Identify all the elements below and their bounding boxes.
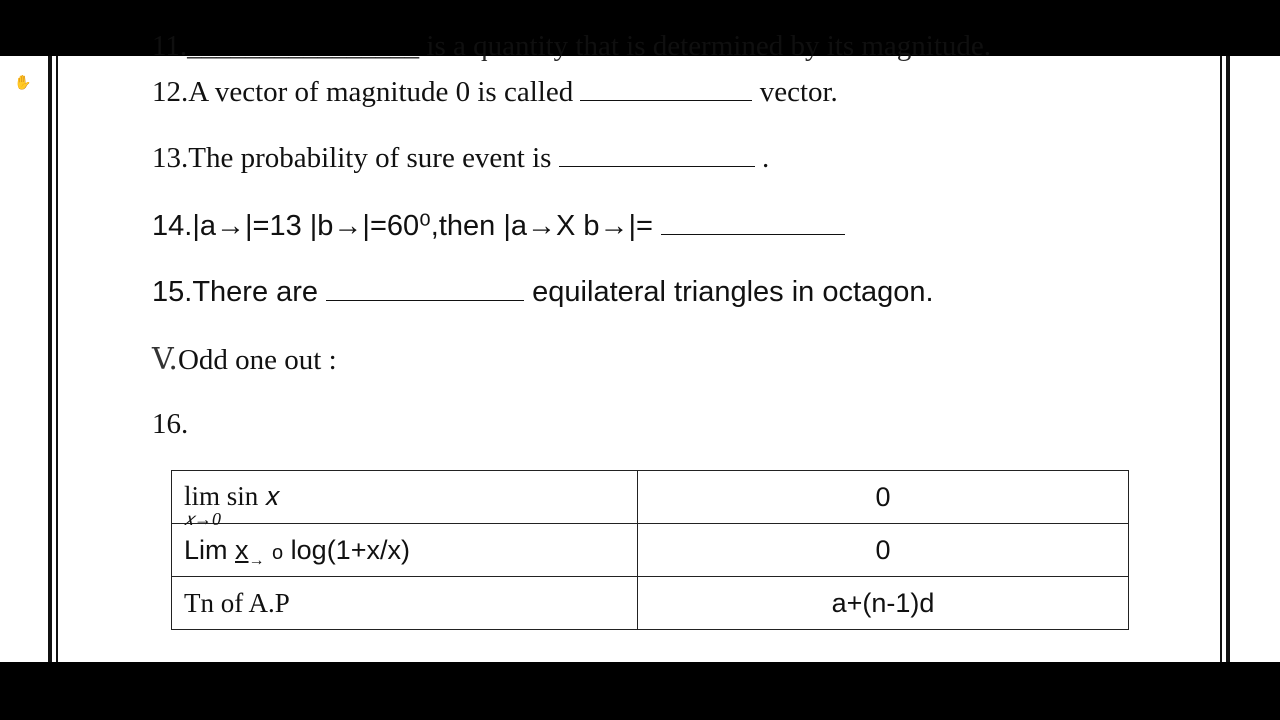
table-row [172, 471, 1129, 524]
question-16-label: 16. [152, 408, 189, 440]
question-13 [152, 142, 769, 175]
table-cell: Tn of A.P [172, 577, 638, 630]
answer-blank-12[interactable] [580, 76, 752, 101]
table-cell [172, 524, 638, 577]
question-14-text: 14.|a→|=13 |b→|=60⁰,then |a→X b→|= [152, 210, 653, 242]
section-title: Odd one out : [177, 344, 337, 376]
question-14 [152, 208, 845, 243]
page-edge-right [1218, 56, 1230, 662]
question-15 [152, 276, 934, 309]
question-13-suffix: . [761, 142, 770, 174]
limit-main: lim sin 𝑥 [184, 481, 281, 511]
document-page [60, 30, 1218, 662]
arrow-icon: → [248, 551, 265, 569]
limit-word: Lim [184, 534, 236, 565]
section-number: V. [152, 342, 178, 377]
table-cell: 0 [638, 524, 1129, 577]
left-margin [0, 56, 48, 662]
table-cell: 0 [638, 471, 1129, 524]
table-row [172, 524, 1129, 577]
limit-function: log(1+x/x) [283, 534, 410, 565]
bottom-letterbox [0, 662, 1280, 720]
answer-blank-14[interactable] [661, 210, 845, 235]
section-heading [152, 342, 337, 377]
question-12 [152, 76, 838, 109]
question-11-partial: 11.________________ is a quantity that is determined by its magnitude. [152, 30, 992, 62]
answer-blank-13[interactable] [559, 142, 755, 167]
odd-one-out-table [171, 470, 1129, 630]
table-cell: a+(n-1)d [638, 577, 1129, 630]
limit-expression [184, 481, 281, 529]
question-15-text: 15.There are [152, 276, 327, 308]
table-cell [172, 471, 638, 529]
hand-cursor-icon: ✋ [14, 74, 32, 90]
table-row [172, 577, 1129, 630]
limit-subscript: 𝑥→0 [184, 509, 222, 529]
answer-blank-15[interactable] [326, 276, 524, 301]
question-15-suffix: equilateral triangles in octagon. [532, 276, 934, 308]
question-12-text: 12.A vector of magnitude 0 is called [152, 76, 581, 108]
right-margin [1230, 56, 1280, 662]
question-12-suffix: vector. [759, 76, 838, 108]
question-13-text: 13.The probability of sure event is [152, 142, 559, 174]
limit-variable: x [235, 534, 249, 565]
page-edge-left [48, 56, 60, 662]
limit-target: o [272, 541, 284, 564]
